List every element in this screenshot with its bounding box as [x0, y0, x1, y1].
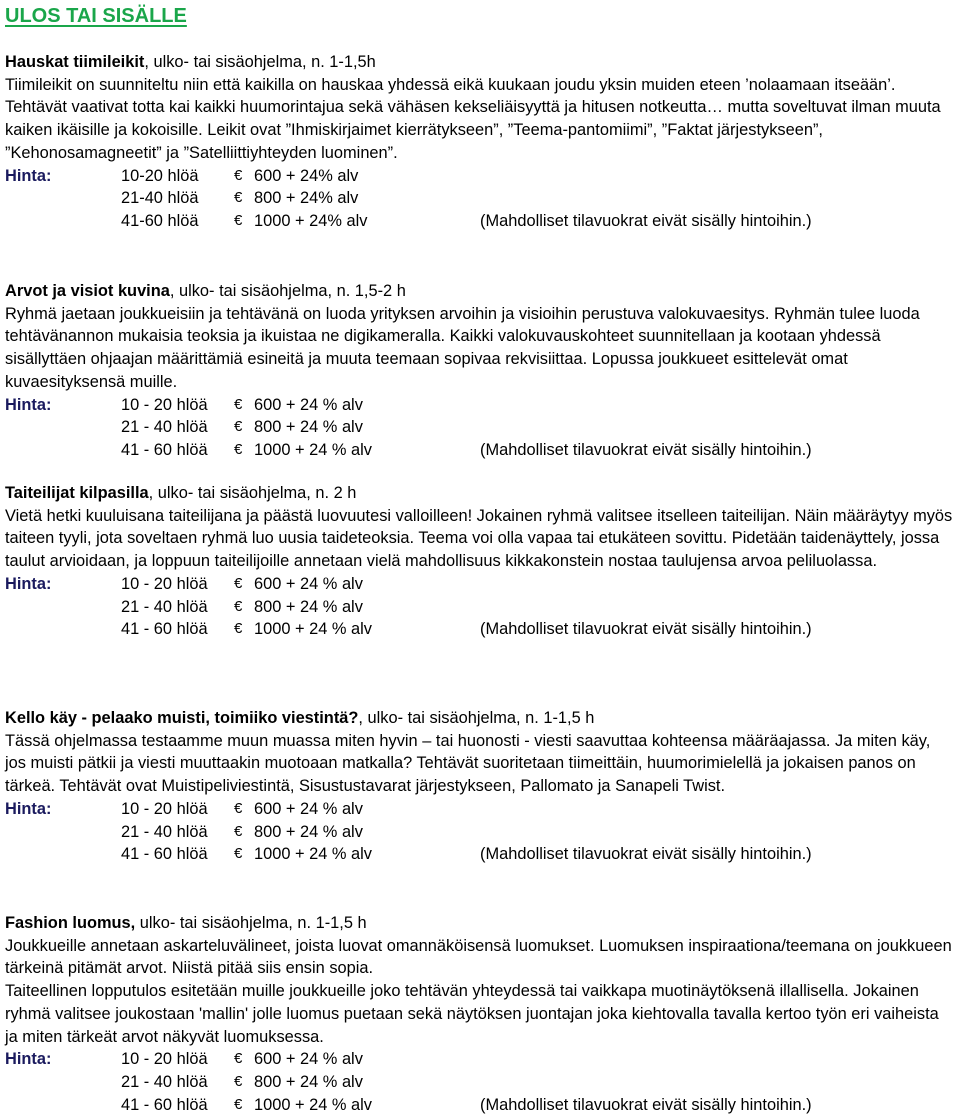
euro-icon: € — [234, 211, 243, 229]
group-size: 21 - 40 hlöä — [121, 418, 208, 437]
group-size: 21 - 40 hlöä — [121, 1072, 208, 1091]
price-amount: 800 + 24 % alv — [254, 597, 363, 616]
price-row — [5, 187, 953, 210]
program-title — [5, 912, 953, 935]
program-section — [5, 912, 953, 1116]
program-description: Tässä ohjelmassa testaamme muun muassa miten hyvin – tai huonosti - viesti saavuttaa kohteensa määräajassa. Ja miten käy, jos muisti pätkii ja viesti muuttaakin muotoaan matkalla? Tehtävät suoritetaan tiimeittäin, huumorimielellä ja jokaisen panos on tärkeä. Tehtävät ovat Muistipeliviestintä, Sisustustavarat järjestykseen, Pallomato ja Sanapeli Twist. — [5, 731, 931, 796]
program-name: Fashion luomus, — [5, 914, 136, 932]
price-table — [5, 1048, 953, 1116]
group-size: 21 - 40 hlöä — [121, 597, 208, 616]
program-description: Ryhmä jaetaan joukkueisiin ja tehtävänä on luoda yrityksen arvoihin ja visioihin perustuva valokuvaesitys. Ryhmän tulee luoda tehtävänannon mukaisia teoksia ja ikuistaa ne digikameralla. Kaikki valokuvauskohteet suunnitellaan ja kootaan yhdessä sisällyttäen ohjaajan määrittämiä esineitä ja muuta teemaan sopivaa rekvisiittaa. Lopussa joukkueet esittelevät omat kuvaesityksensä muille. — [5, 304, 920, 391]
program-description: Vietä hetki kuuluisana taiteilijana ja päästä luovuutesi valloilleen! Jokainen ryhmä valitsee itselleen taiteilijan. Näin määräytyy myös taiteen tyyli, jota soveltaen ryhmä luo uusia taideteoksia. Teema voi olla vapaa tai etukäteen sovittu. Pidetään taidenäyttely, jossa taulut arvioidaan, ja loppuun taiteilijoille annetaan vielä mahdollisuus kikkakonstein nostaa taulujensa arvoa peliluolassa. — [5, 506, 953, 571]
price-table — [5, 573, 953, 641]
price-amount: 800 + 24 % alv — [254, 822, 363, 841]
program-meta: , ulko- tai sisäohjelma, n. 2 h — [148, 484, 357, 502]
program-description: Joukkueille annetaan askarteluvälineet, joista luovat omannäköisensä luomukset. Luomuksen inspiraationa/teemana on joukkueen tärkeinä pitämät arvot. Niistä pitää siis ensin sopia. — [5, 936, 952, 978]
price-label: Hinta: — [5, 1050, 52, 1069]
price-amount: 600 + 24 % alv — [254, 395, 363, 414]
euro-icon: € — [234, 1050, 243, 1068]
price-row — [5, 1094, 953, 1116]
program-name: Hauskat tiimileikit — [5, 53, 145, 71]
price-label: Hinta: — [5, 799, 52, 818]
group-size: 10 - 20 hlöä — [121, 574, 208, 593]
program-section — [5, 707, 953, 866]
euro-icon: € — [234, 574, 243, 592]
price-label: Hinta: — [5, 574, 52, 593]
program-section — [5, 51, 953, 233]
price-amount: 1000 + 24 % alv — [254, 1095, 373, 1114]
euro-icon: € — [234, 1095, 243, 1113]
price-row — [5, 394, 953, 417]
euro-icon: € — [234, 440, 243, 458]
program-meta: , ulko- tai sisäohjelma, n. 1,5-2 h — [169, 282, 406, 300]
euro-icon: € — [234, 845, 243, 863]
page-heading: ULOS TAI SISÄLLE — [5, 5, 187, 27]
euro-icon: € — [234, 1072, 243, 1090]
price-note: (Mahdolliset tilavuokrat eivät sisälly hintoihin.) — [480, 1095, 812, 1114]
price-amount: 1000 + 24% alv — [254, 211, 368, 230]
program-title — [5, 707, 953, 730]
euro-icon: € — [234, 166, 243, 184]
program-name: Arvot ja visiot kuvina — [5, 282, 170, 300]
price-amount: 800 + 24 % alv — [254, 1072, 363, 1091]
program-meta: , ulko- tai sisäohjelma, n. 1-1,5 h — [358, 709, 595, 727]
price-row — [5, 821, 953, 844]
price-amount: 1000 + 24 % alv — [254, 620, 373, 639]
price-note: (Mahdolliset tilavuokrat eivät sisälly hintoihin.) — [480, 440, 812, 459]
group-size: 41 - 60 hlöä — [121, 845, 208, 864]
group-size: 21-40 hlöä — [121, 189, 199, 208]
group-size: 21 - 40 hlöä — [121, 822, 208, 841]
price-note: (Mahdolliset tilavuokrat eivät sisälly hintoihin.) — [480, 620, 812, 639]
price-row — [5, 165, 953, 188]
price-amount: 800 + 24 % alv — [254, 418, 363, 437]
program-description: Tiimileikit on suunniteltu niin että kaikilla on hauskaa yhdessä eikä kuukaan joudu yksin muiden eteen ’nolaamaan itseään’. Tehtävät vaativat totta kai kaikki huumorintajua sekä vähäsen kekseliäisyyttä ja hitusen notkeutta… mutta soveltuvat ilman muuta kaiken ikäisille ja kokoisille. Leikit ovat ”Ihmiskirjaimet kierrätykseen”, ”Teema-pantomiimi”, ”Faktat järjestykseen”, ”Kehonosamagneetit” ja ”Satelliittiyhteyden luominen”. — [5, 75, 941, 162]
price-table — [5, 798, 953, 866]
program-title — [5, 482, 953, 505]
group-size: 41-60 hlöä — [121, 211, 199, 230]
price-row — [5, 210, 953, 233]
price-row — [5, 618, 953, 641]
euro-icon: € — [234, 822, 243, 840]
price-row — [5, 843, 953, 866]
group-size: 41 - 60 hlöä — [121, 1095, 208, 1114]
euro-icon: € — [234, 395, 243, 413]
price-label: Hinta: — [5, 166, 52, 185]
price-amount: 600 + 24% alv — [254, 166, 359, 185]
price-note: (Mahdolliset tilavuokrat eivät sisälly hintoihin.) — [480, 845, 812, 864]
price-table — [5, 165, 953, 233]
price-row — [5, 1048, 953, 1071]
group-size: 41 - 60 hlöä — [121, 620, 208, 639]
program-description-2: Taiteellinen lopputulos esitetään muille joukkueille joko tehtävän yhteydessä tai vaikkapa muotinäytöksenä illallisella. Jokainen ryhmä valitsee joukostaan 'mallin' jolle luomus puetaan sekä näytöksen juontajan joka kiehtovalla tavalla kertoo työn eri vaiheista ja miten tärkeät arvot näkyvät luomuksessa. — [5, 982, 939, 1046]
group-size: 41 - 60 hlöä — [121, 440, 208, 459]
price-amount: 600 + 24 % alv — [254, 799, 363, 818]
price-note: (Mahdolliset tilavuokrat eivät sisälly hintoihin.) — [480, 211, 812, 230]
price-amount: 1000 + 24 % alv — [254, 845, 373, 864]
program-title — [5, 280, 953, 303]
group-size: 10 - 20 hlöä — [121, 799, 208, 818]
price-amount: 600 + 24 % alv — [254, 574, 363, 593]
euro-icon: € — [234, 620, 243, 638]
euro-icon: € — [234, 418, 243, 436]
price-row — [5, 798, 953, 821]
price-table — [5, 394, 953, 462]
program-section — [5, 280, 953, 462]
price-amount: 600 + 24 % alv — [254, 1050, 363, 1069]
price-amount: 800 + 24% alv — [254, 189, 359, 208]
price-amount: 1000 + 24 % alv — [254, 440, 373, 459]
price-row — [5, 439, 953, 462]
program-name: Kello käy - pelaako muisti, toimiiko viestintä? — [5, 709, 359, 727]
price-row — [5, 1071, 953, 1094]
program-meta: , ulko- tai sisäohjelma, n. 1-1,5h — [144, 53, 376, 71]
program-name: Taiteilijat kilpasilla — [5, 484, 149, 502]
group-size: 10 - 20 hlöä — [121, 1050, 208, 1069]
euro-icon: € — [234, 189, 243, 207]
euro-icon: € — [234, 597, 243, 615]
group-size: 10 - 20 hlöä — [121, 395, 208, 414]
price-label: Hinta: — [5, 395, 52, 414]
price-row — [5, 573, 953, 596]
price-row — [5, 596, 953, 619]
program-title — [5, 51, 953, 74]
program-section — [5, 482, 953, 641]
program-meta: ulko- tai sisäohjelma, n. 1-1,5 h — [135, 914, 367, 932]
group-size: 10-20 hlöä — [121, 166, 199, 185]
euro-icon: € — [234, 799, 243, 817]
price-row — [5, 416, 953, 439]
